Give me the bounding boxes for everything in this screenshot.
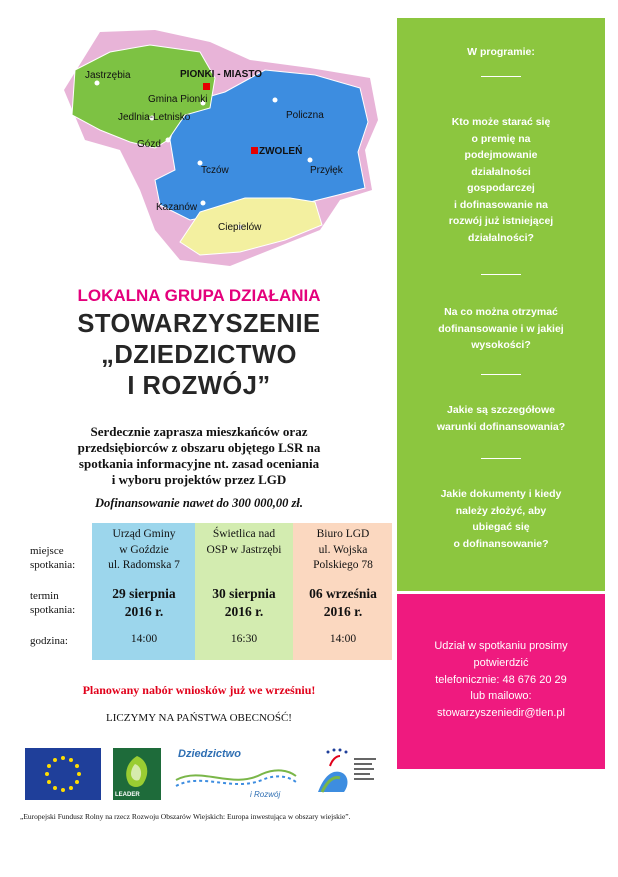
program-question-1 bbox=[397, 114, 605, 246]
program-question-2 bbox=[397, 304, 605, 354]
contact-phone[interactable]: telefonicznie: 48 676 20 29 bbox=[435, 673, 567, 686]
map-label: Policzna bbox=[286, 110, 324, 121]
date-3 bbox=[292, 585, 394, 621]
venue-3 bbox=[292, 527, 394, 574]
contact-line: Udział w spotkaniu prosimy bbox=[434, 640, 568, 652]
map-label: Gózd bbox=[137, 139, 161, 150]
venue-line: Polskiego 78 bbox=[313, 559, 373, 571]
map-dot bbox=[166, 138, 171, 143]
question-line: gospodarczej bbox=[467, 182, 535, 194]
date-line: 2016 r. bbox=[323, 604, 363, 619]
count-on-note: LICZYMY NA PAŃSTWA OBECNOŚĆ! bbox=[106, 712, 292, 724]
contact-email[interactable]: stowarzyszeniedir@tlen.pl bbox=[437, 707, 565, 720]
contact-line: lub mailowo: bbox=[470, 690, 532, 703]
eu-flag-logo bbox=[25, 748, 101, 800]
question-line: wysokości? bbox=[471, 339, 531, 351]
prow-logo bbox=[310, 746, 380, 802]
pionki-marker bbox=[203, 83, 210, 90]
date-line: 29 sierpnia bbox=[112, 586, 176, 601]
date-line: 2016 r. bbox=[124, 604, 164, 619]
question-line: warunki dofinansowania? bbox=[436, 420, 566, 433]
row-label-line: miejsce bbox=[30, 545, 64, 557]
separator bbox=[481, 374, 521, 375]
row-label-line: spotkania: bbox=[30, 604, 76, 616]
question-line: o dofinansowanie? bbox=[453, 537, 549, 550]
program-question-4 bbox=[397, 486, 605, 552]
row-label-line: termin bbox=[30, 590, 59, 602]
venue-line: ul. Wojska bbox=[318, 543, 368, 556]
leader-logo bbox=[113, 748, 161, 800]
time-3: 14:00 bbox=[329, 633, 357, 645]
row-label-date bbox=[30, 589, 90, 617]
leader-text: LEADER bbox=[115, 792, 140, 798]
logo-text-top: Dziedzictwo bbox=[178, 748, 241, 760]
question-line: Jakie są szczegółowe bbox=[447, 404, 555, 416]
funding-amount: Dofinansowanie nawet do 300 000,00 zł. bbox=[94, 496, 303, 510]
contact-line: potwierdzić bbox=[473, 656, 529, 669]
separator bbox=[481, 274, 521, 275]
question-line: dofinansowanie i w jakiej bbox=[438, 322, 564, 335]
date-1 bbox=[93, 585, 195, 621]
map-dot bbox=[201, 201, 206, 206]
wave-dots-icon bbox=[172, 762, 300, 792]
venue-line: w Goździe bbox=[119, 543, 169, 556]
question-line: i dofinasowanie na bbox=[454, 198, 548, 211]
map-dot bbox=[273, 98, 278, 103]
map-label: Jedlnia-Letnisko bbox=[118, 112, 191, 123]
question-line: o premię na bbox=[471, 132, 531, 145]
map-label: Ciepielów bbox=[218, 222, 262, 233]
date-line: 06 września bbox=[309, 586, 377, 601]
title-line-3: I ROZWÓJ” bbox=[127, 372, 271, 400]
map-label: Tczów bbox=[201, 165, 229, 176]
program-title: W programie: bbox=[467, 46, 535, 58]
time-2: 16:30 bbox=[230, 633, 258, 645]
time-1: 14:00 bbox=[130, 633, 158, 645]
map-label: Kazanów bbox=[156, 202, 198, 213]
row-label-line: spotkania: bbox=[30, 559, 76, 571]
invitation-line: spotkania informacyjne nt. zasad oceniania bbox=[78, 456, 320, 471]
program-question-3 bbox=[397, 402, 605, 435]
lgd-heading: LOKALNA GRUPA DZIAŁANIA bbox=[77, 286, 321, 305]
map-dot bbox=[95, 81, 100, 86]
question-line: Na co można otrzymać bbox=[444, 306, 558, 318]
program-panel bbox=[397, 18, 605, 591]
question-line: podejmowanie bbox=[464, 149, 538, 161]
map-label: PIONKI - MIASTO bbox=[180, 69, 263, 80]
row-label-place bbox=[30, 544, 90, 572]
map-label: Gmina Pionki bbox=[148, 94, 208, 105]
date-line: 30 sierpnia bbox=[212, 586, 276, 601]
dziedzictwo-logo bbox=[172, 748, 300, 804]
map-label: Przyłęk bbox=[310, 165, 343, 176]
venue-line: Świetlica nad bbox=[212, 528, 276, 540]
question-line: rozwój już istniejącej bbox=[448, 215, 554, 227]
venue-line: ul. Radomska 7 bbox=[108, 559, 180, 571]
footer-note: „Europejski Fundusz Rolny na rzecz Rozwoju Obszarów Wiejskich: Europa inwestująca w obszary wiejskie”. bbox=[20, 812, 351, 821]
question-line: Kto może starać się bbox=[451, 116, 551, 128]
map-label: Jastrzębia bbox=[85, 70, 131, 81]
invitation-line: przedsiębiorców z obszaru objętego LSR na bbox=[77, 440, 321, 455]
venue-2 bbox=[193, 527, 295, 558]
planned-note: Planowany nabór wniosków już we wrześniu! bbox=[82, 683, 316, 697]
venue-line: Urząd Gminy bbox=[112, 528, 176, 540]
question-line: działalności bbox=[471, 165, 531, 178]
invitation-line: i wyboru projektów przez LGD bbox=[111, 472, 287, 487]
separator bbox=[481, 458, 521, 459]
date-line: 2016 r. bbox=[224, 604, 264, 619]
question-line: Jakie dokumenty i kiedy bbox=[440, 488, 562, 500]
venue-line: Biuro LGD bbox=[316, 528, 370, 540]
title-line-1: STOWARZYSZENIE bbox=[77, 310, 321, 338]
region-map bbox=[60, 30, 380, 268]
invitation-text bbox=[14, 424, 384, 488]
zwolen-marker bbox=[251, 147, 258, 154]
venue-1 bbox=[93, 527, 195, 574]
map-dot bbox=[308, 158, 313, 163]
separator bbox=[481, 76, 521, 77]
title-line-2: „DZIEDZICTWO bbox=[101, 341, 297, 369]
venue-line: OSP w Jastrzębi bbox=[206, 543, 282, 556]
invitation-line: Serdecznie zaprasza mieszkańców oraz bbox=[90, 424, 308, 439]
contact-panel bbox=[397, 594, 605, 769]
map-label: ZWOLEŃ bbox=[259, 146, 303, 157]
question-line: działalności? bbox=[468, 231, 534, 244]
question-line: należy złożyć, aby bbox=[455, 504, 547, 517]
contact-text bbox=[397, 638, 605, 722]
logo-text-bottom: i Rozwój bbox=[250, 790, 281, 799]
date-2 bbox=[193, 585, 295, 621]
question-line: ubiegać się bbox=[472, 521, 530, 533]
row-label-time: godzina: bbox=[30, 635, 68, 647]
